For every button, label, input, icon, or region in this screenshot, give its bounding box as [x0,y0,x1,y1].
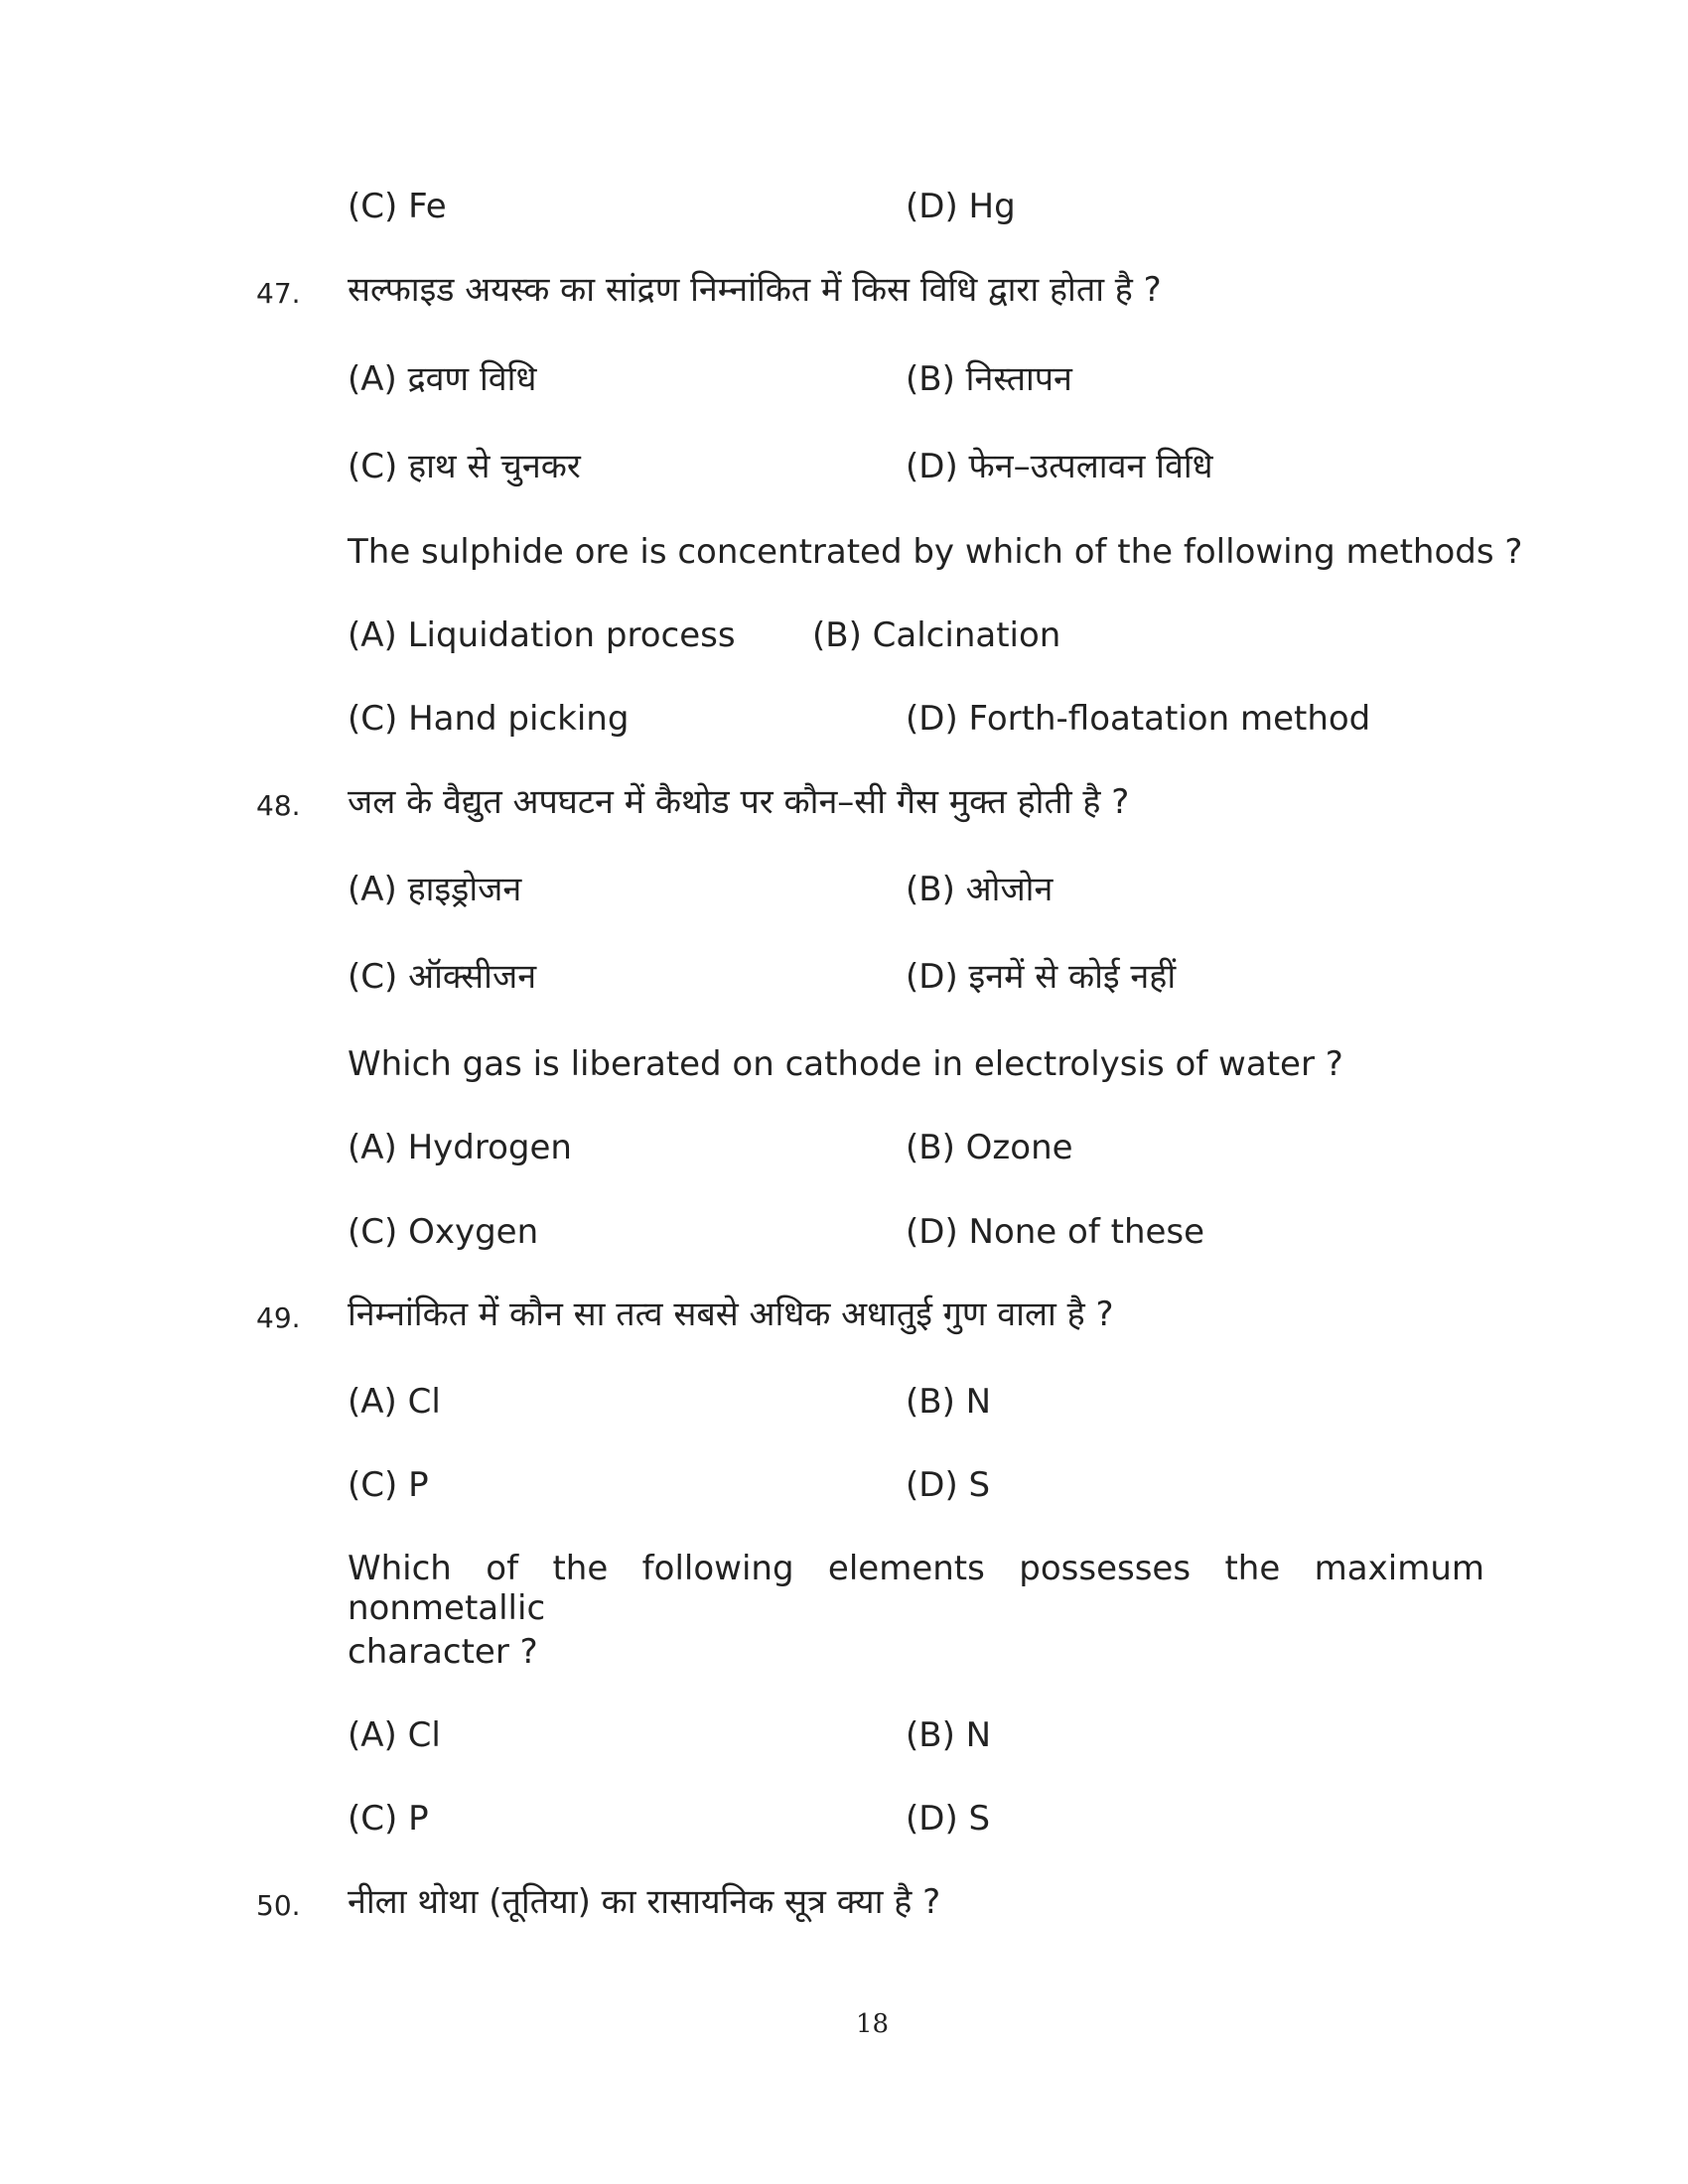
option-a-hindi: (A) Cl [348,1382,441,1422]
option-b-hindi: (B) N [906,1382,992,1422]
option-a-english: (A) Hydrogen [348,1128,572,1167]
question-number: 50. [256,1889,301,1922]
option-c-english: (C) Hand picking [348,699,630,739]
question-english-line-1: Which of the following elements possesses the maximum nonmetallic [348,1549,1484,1628]
question-number: 49. [256,1301,301,1334]
question-number: 47. [256,277,301,310]
option-d: (D) Hg [906,187,1016,226]
option-d-hindi: (D) फेन–उत्पलावन विधि [906,447,1213,486]
option-d-english: (D) S [906,1799,991,1839]
option-b-hindi: (B) ओजोन [906,870,1054,909]
option-d-english: (D) None of these [906,1212,1205,1252]
option-a-hindi: (A) द्रवण विधि [348,359,537,399]
option-c: (C) Fe [348,187,447,226]
question-hindi: जल के वैद्युत अपघटन में कैथोड पर कौन–सी गैस मुक्त होती है ? [348,782,1130,822]
option-c-english: (C) Oxygen [348,1212,539,1252]
option-b-hindi: (B) निस्तापन [906,359,1072,399]
question-number: 48. [256,789,301,822]
question-english: The sulphide ore is concentrated by which of the following methods ? [348,532,1523,572]
option-a-english: (A) Cl [348,1715,441,1755]
option-c-hindi: (C) ऑक्सीजन [348,957,537,997]
page-number: 18 [855,2009,890,2039]
option-d-hindi: (D) इनमें से कोई नहीं [906,957,1177,997]
question-hindi: नीला थोथा (तूतिया) का रासायनिक सूत्र क्या है ? [348,1882,941,1922]
option-c-english: (C) P [348,1799,429,1839]
option-a-english: (A) Liquidation process [348,615,736,655]
option-d-hindi: (D) S [906,1465,991,1505]
option-c-hindi: (C) P [348,1465,429,1505]
option-b-english: (B) Ozone [906,1128,1073,1167]
option-b-english: (B) N [906,1715,992,1755]
question-hindi: सल्फाइड अयस्क का सांद्रण निम्नांकित में किस विधि द्वारा होता है ? [348,270,1162,310]
option-b-english: (B) Calcination [812,615,1061,655]
option-c-hindi: (C) हाथ से चुनकर [348,447,581,486]
question-hindi: निम्नांकित में कौन सा तत्व सबसे अधिक अधातुई गुण वाला है ? [348,1295,1114,1334]
option-d-english: (D) Forth-floatation method [906,699,1371,739]
option-a-hindi: (A) हाइड्रोजन [348,870,522,909]
question-english-line-2: character ? [348,1632,538,1672]
question-english: Which gas is liberated on cathode in electrolysis of water ? [348,1044,1343,1084]
